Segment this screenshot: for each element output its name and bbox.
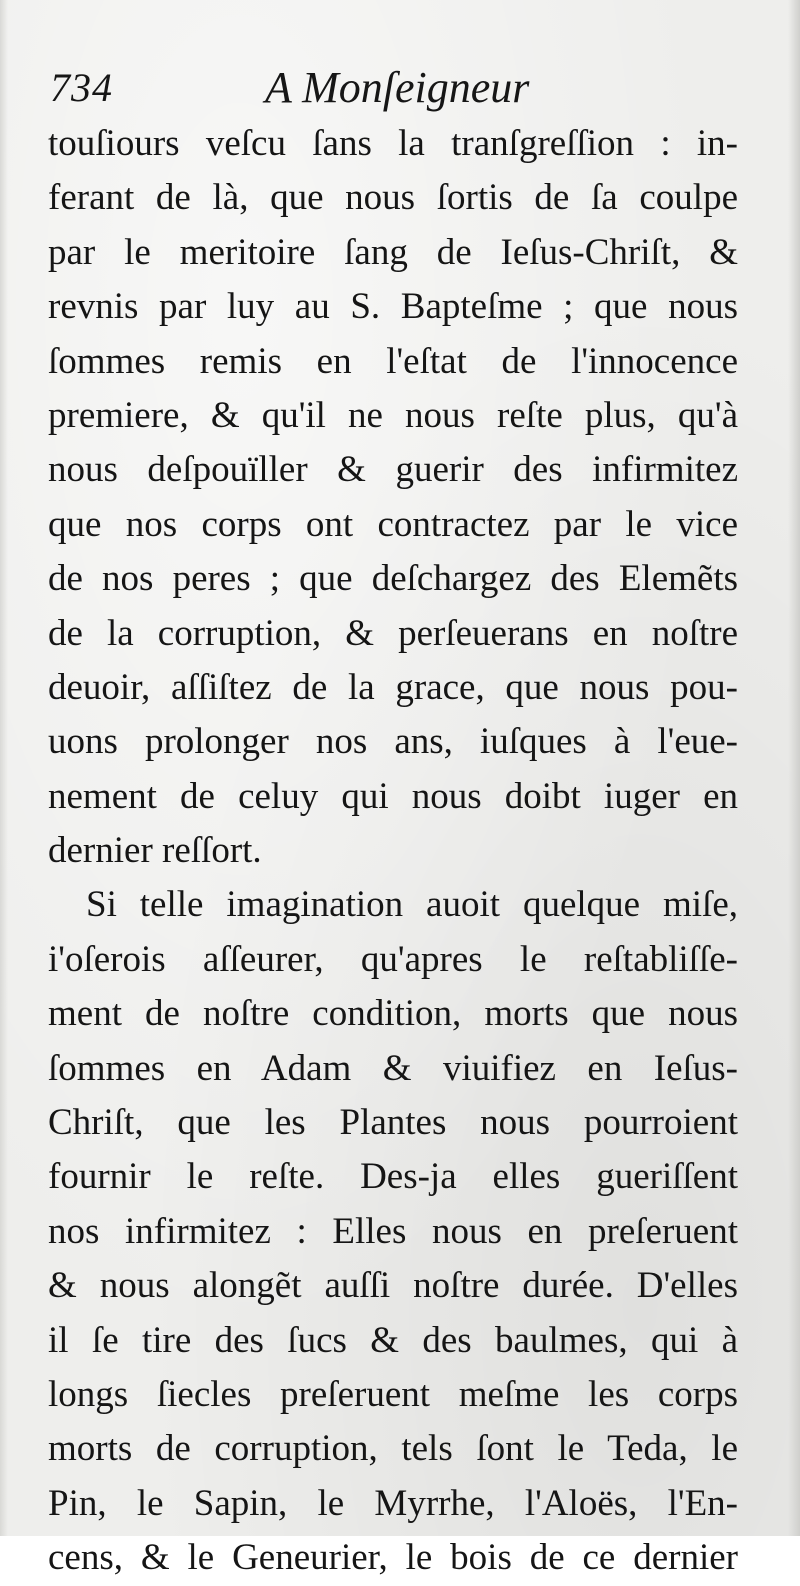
running-head: A Monſeigneur — [265, 63, 530, 112]
text-line: deuoir, aſſiſtez de la grace, que nous pou- — [48, 666, 738, 708]
text-line: touſiours veſcu ſans la tranſgreſſion : in- — [48, 123, 738, 164]
body-text — [48, 117, 738, 1586]
text-line: uons prolonger nos ans, iuſques à l'eue- — [48, 721, 738, 763]
text-line: ferant de là, que nous ſortis de ſa coulpe — [48, 177, 738, 219]
text-line: fournir le reſte. Des-ja elles gueriſſent — [48, 1156, 738, 1198]
text-line: ſommes remis en l'eſtat de l'innocence — [48, 340, 738, 382]
text-line: longs ſiecles preſeruent meſme les corps — [48, 1373, 738, 1415]
page-number: 734 — [50, 65, 113, 110]
page-header — [50, 62, 740, 124]
text-line: ſommes en Adam & viuifiez en Ieſus- — [48, 1047, 738, 1089]
paragraph-2 — [48, 878, 738, 1585]
text-line: nous deſpouïller & guerir des infirmitez — [48, 449, 738, 491]
text-line: par le meritoire ſang de Ieſus-Chriſt, & — [48, 231, 738, 273]
text-line: & nous alongẽt auſſi noſtre durée. D'elles — [48, 1265, 738, 1307]
text-line: de la corruption, & perſeuerans en noſtre — [48, 612, 738, 654]
text-line: de nos peres ; que deſchargez des Elemẽts — [48, 558, 738, 600]
text-line: dernier reſſort. — [48, 830, 262, 872]
text-line: Si telle imagination auoit quelque miſe, — [86, 884, 738, 926]
text-line: morts de corruption, tels ſont le Teda, le — [48, 1428, 738, 1470]
text-line: cens, & le Geneurier, le bois de ce dernier — [48, 1537, 738, 1579]
text-line: Chriſt, que les Plantes nous pourroient — [48, 1102, 738, 1144]
text-line: nement de celuy qui nous doibt iuger en — [48, 775, 738, 817]
text-line: Pin, le Sapin, le Myrrhe, l'Aloës, l'En- — [48, 1482, 738, 1524]
page-edge-shadow-right — [788, 0, 800, 1536]
text-line: premiere, & qu'il ne nous reſte plus, qu'à — [48, 394, 738, 436]
page-edge-shadow-left — [0, 0, 8, 1536]
text-line: il ſe tire des ſucs & des baulmes, qui à — [48, 1319, 738, 1361]
text-line: nos infirmitez : Elles nous en preſeruent — [48, 1210, 738, 1252]
text-line: ment de noſtre condition, morts que nous — [48, 993, 738, 1035]
text-line: que nos corps ont contractez par le vice — [48, 503, 738, 545]
paragraph-1 — [48, 117, 738, 878]
text-line: i'oſerois aſſeurer, qu'apres le reſtabliſſe- — [48, 938, 738, 980]
text-line: revnis par luy au S. Bapteſme ; que nous — [48, 286, 738, 328]
